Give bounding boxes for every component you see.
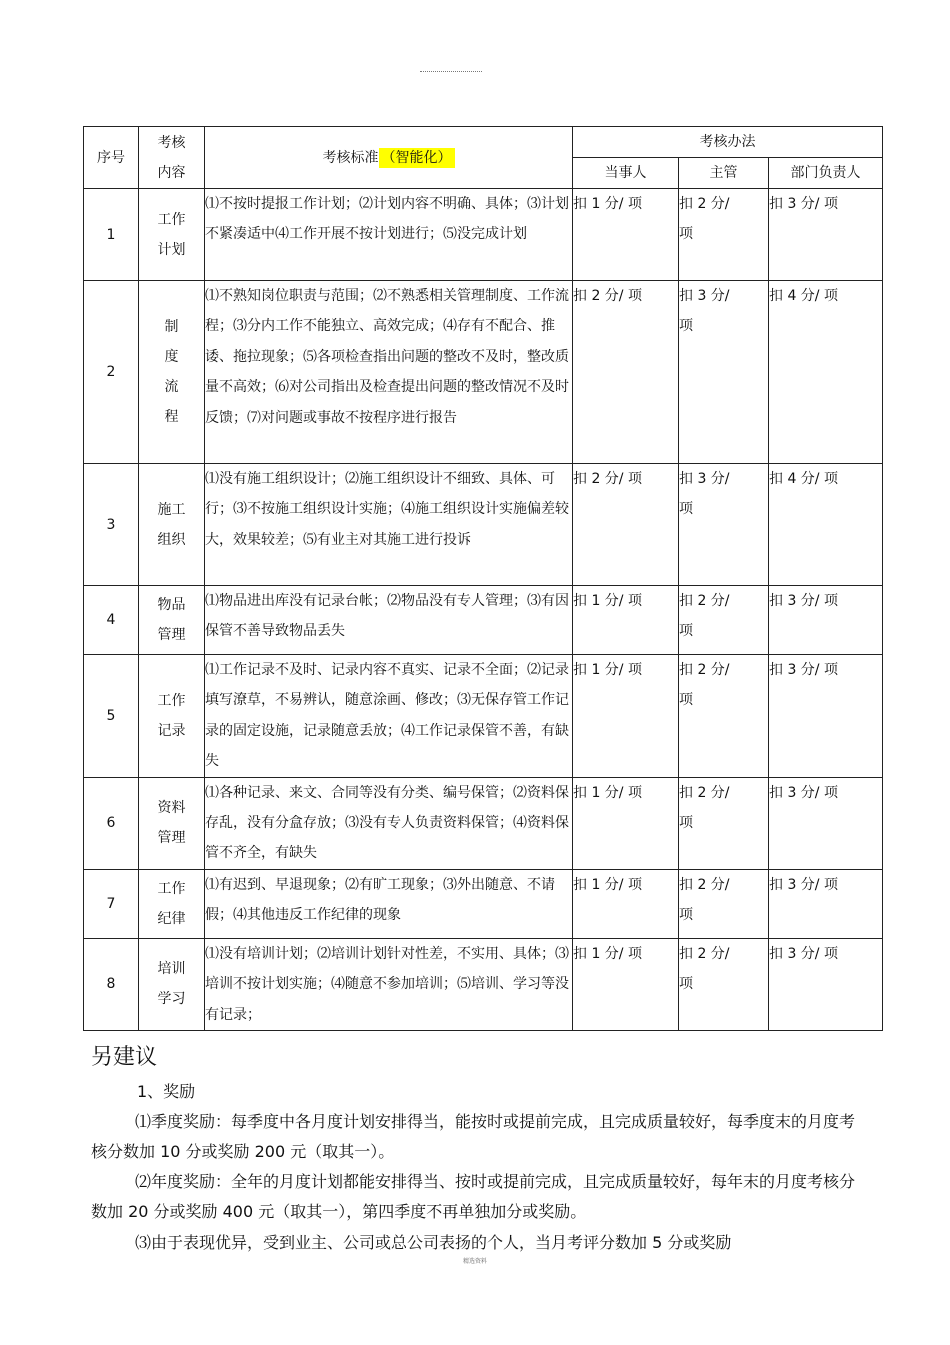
row-content-text: 物品管理	[157, 597, 186, 643]
header-standard-text: 考核标准	[322, 149, 379, 166]
row-no: 8	[84, 938, 139, 1030]
table-row	[84, 281, 883, 464]
header-supervisor: 主管	[679, 158, 769, 189]
row-content	[139, 869, 205, 938]
suggestion-paragraph-1: ⑴季度奖励：每季度中各月度计划安排得当，能按时或提前完成，且完成质量较好，每季度末的月度考核分数加 10 分或奖励 200 元（取其一）。	[91, 1112, 856, 1161]
row-no: 2	[84, 281, 139, 464]
row-no: 4	[84, 586, 139, 655]
header-content	[139, 127, 205, 189]
row-dept-head: 扣 3 分/ 项	[769, 586, 883, 655]
row-supervisor: 扣 2 分/ 项	[679, 869, 769, 938]
row-party: 扣 1 分/ 项	[573, 586, 679, 655]
row-supervisor: 扣 3 分/ 项	[679, 464, 769, 586]
row-content-text: 工作记录	[157, 692, 186, 739]
table-row	[84, 464, 883, 586]
page-footer: 精选资料	[462, 1258, 487, 1265]
row-dept-head: 扣 3 分/ 项	[769, 938, 883, 1030]
row-content	[139, 464, 205, 586]
row-no: 7	[84, 869, 139, 938]
row-content-text: 资料管理	[157, 800, 186, 847]
header-method: 考核办法	[573, 127, 883, 158]
row-party: 扣 1 分/ 项	[573, 777, 679, 869]
row-content	[139, 189, 205, 281]
row-content	[139, 655, 205, 778]
row-supervisor: 扣 3 分/ 项	[679, 281, 769, 464]
table-row	[84, 869, 883, 938]
row-standard: ⑴有迟到、早退现象；⑵有旷工现象；⑶外出随意、不请假；⑷其他违反工作纪律的现象	[205, 869, 573, 938]
row-party: 扣 1 分/ 项	[573, 938, 679, 1030]
row-supervisor: 扣 2 分/ 项	[679, 938, 769, 1030]
row-no: 5	[84, 655, 139, 778]
row-supervisor: 扣 2 分/ 项	[679, 189, 769, 281]
row-standard: ⑴没有培训计划；⑵培训计划针对性差，不实用、具体；⑶培训不按计划实施；⑷随意不参加培训；⑸培训、学习等没有记录；	[205, 938, 573, 1030]
assessment-table	[83, 126, 883, 1031]
row-content-text: 工作纪律	[157, 880, 186, 927]
row-content	[139, 281, 205, 464]
row-standard: ⑴工作记录不及时、记录内容不真实、记录不全面；⑵记录填写潦草，不易辨认，随意涂画、修改；⑶无保存管工作记录的固定设施，记录随意丢放；⑷工作记录保管不善，有缺失	[205, 655, 573, 778]
suggestion-paragraph-2: ⑵年度奖励：全年的月度计划都能安排得当、按时或提前完成，且完成质量较好，每年末的月度考核分数加 20 分或奖励 400 元（取其一），第四季度不再单独加分或奖励。	[91, 1172, 856, 1221]
header-no: 序号	[84, 127, 139, 189]
suggestion-title: 另建议	[91, 1045, 158, 1070]
header-dotted-rule	[420, 71, 482, 72]
row-standard: ⑴物品进出库没有记录台帐；⑵物品没有专人管理；⑶有因保管不善导致物品丢失	[205, 586, 573, 655]
row-dept-head: 扣 3 分/ 项	[769, 655, 883, 778]
row-supervisor: 扣 2 分/ 项	[679, 777, 769, 869]
row-standard: ⑴没有施工组织设计；⑵施工组织设计不细致、具体、可行；⑶不按施工组织设计实施；⑷施工组织设计实施偏差较大，效果较差；⑸有业主对其施工进行投诉	[205, 464, 573, 586]
row-party: 扣 2 分/ 项	[573, 281, 679, 464]
table-row	[84, 938, 883, 1030]
row-no: 3	[84, 464, 139, 586]
row-standard: ⑴不按时提报工作计划；⑵计划内容不明确、具体；⑶计划不紧凑适中⑷工作开展不按计划进行；⑸没完成计划	[205, 189, 573, 281]
header-standard-highlight: （智能化）	[379, 148, 455, 168]
table-row	[84, 655, 883, 778]
row-dept-head: 扣 4 分/ 项	[769, 464, 883, 586]
row-content-text: 培训学习	[157, 961, 186, 1008]
row-content-text: 制度流程	[164, 319, 179, 425]
row-content	[139, 586, 205, 655]
row-party: 扣 1 分/ 项	[573, 189, 679, 281]
row-party: 扣 1 分/ 项	[573, 869, 679, 938]
header-party: 当事人	[573, 158, 679, 189]
table-row	[84, 586, 883, 655]
row-no: 6	[84, 777, 139, 869]
suggestion-paragraph-3: ⑶由于表现优异，受到业主、公司或总公司表扬的个人，当月考评分数加 5 分或奖励	[135, 1233, 732, 1252]
row-dept-head: 扣 3 分/ 项	[769, 869, 883, 938]
row-no: 1	[84, 189, 139, 281]
header-dept-head: 部门负责人	[769, 158, 883, 189]
row-dept-head: 扣 4 分/ 项	[769, 281, 883, 464]
table-row	[84, 189, 883, 281]
row-dept-head: 扣 3 分/ 项	[769, 777, 883, 869]
row-party: 扣 1 分/ 项	[573, 655, 679, 778]
header-content-text: 考核内容	[157, 134, 186, 181]
row-party: 扣 2 分/ 项	[573, 464, 679, 586]
header-standard	[205, 127, 573, 189]
row-supervisor: 扣 2 分/ 项	[679, 586, 769, 655]
row-content-text: 工作计划	[157, 211, 186, 258]
row-standard: ⑴各种记录、来文、合同等没有分类、编号保管；⑵资料保存乱，没有分盒存放；⑶没有专人负责资料保管；⑷资料保管不齐全，有缺失	[205, 777, 573, 869]
row-dept-head: 扣 3 分/ 项	[769, 189, 883, 281]
row-content	[139, 777, 205, 869]
table-row	[84, 777, 883, 869]
row-supervisor: 扣 2 分/ 项	[679, 655, 769, 778]
row-content-text: 施工组织	[157, 501, 186, 548]
row-content	[139, 938, 205, 1030]
row-standard: ⑴不熟知岗位职责与范围；⑵不熟悉相关管理制度、工作流程；⑶分内工作不能独立、高效完成；⑷存有不配合、推诿、拖拉现象；⑸各项检查指出问题的整改不及时，整改质量不高效；⑹对公司指出及检查提出问题的整改情况不及时反馈；⑺对问题或事故不按程序进行报告	[205, 281, 573, 464]
suggestion-subtitle: 1、奖励	[137, 1082, 196, 1101]
